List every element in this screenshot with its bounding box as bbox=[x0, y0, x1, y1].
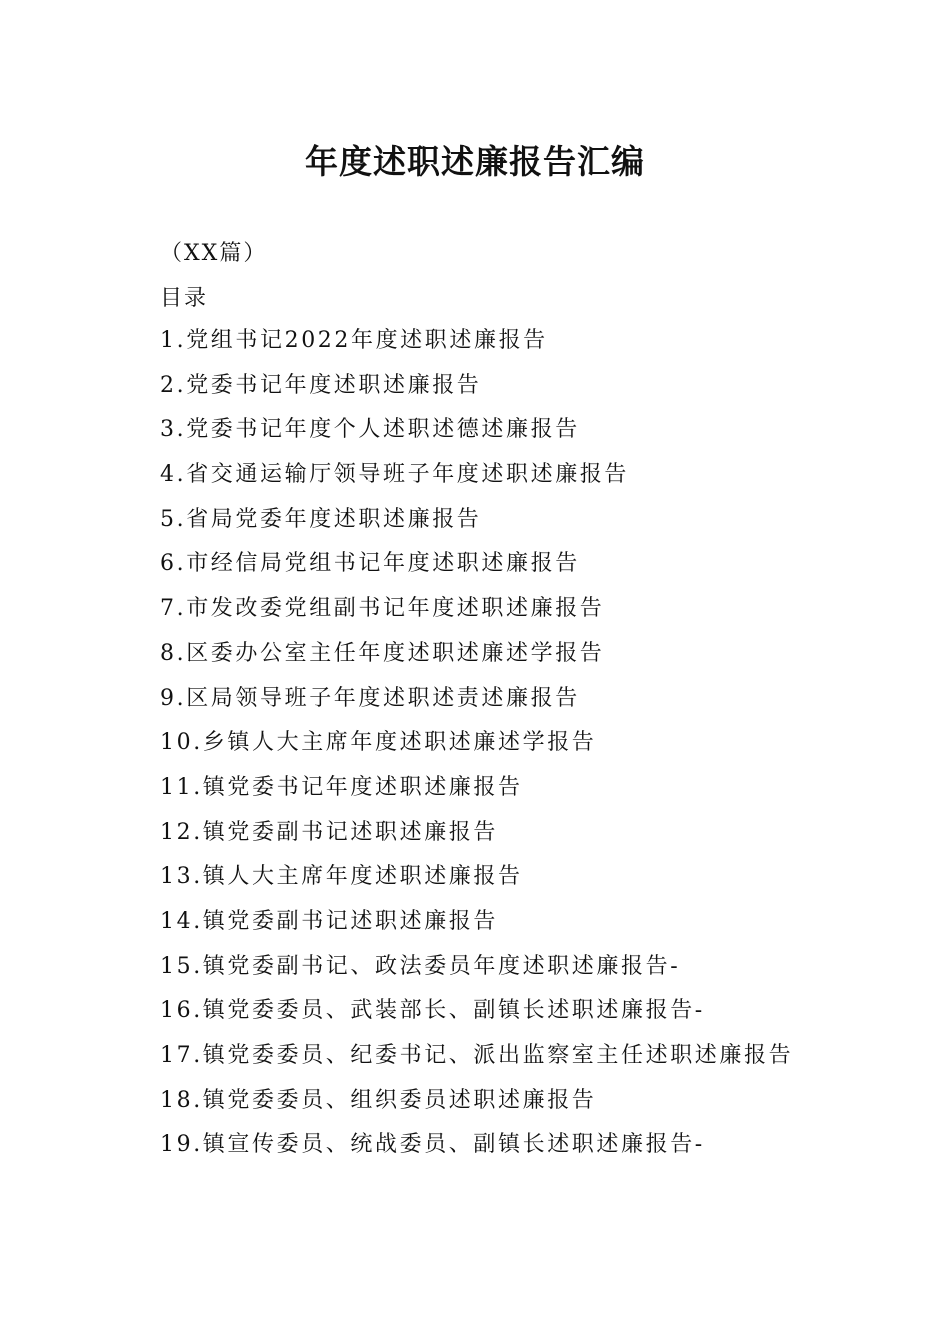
toc-item: 17.镇党委委员、纪委书记、派出监察室主任述职述廉报告 bbox=[160, 1043, 794, 1068]
document-title: 年度述职述廉报告汇编 bbox=[305, 142, 645, 181]
toc-item: 16.镇党委委员、武装部长、副镇长述职述廉报告- bbox=[160, 998, 705, 1024]
toc-item: 13.镇人大主席年度述职述廉报告 bbox=[160, 864, 523, 890]
toc-list bbox=[160, 326, 793, 1175]
toc-item: 9.区局领导班子年度述职述责述廉报告 bbox=[160, 685, 580, 711]
toc-item: 11.镇党委书记年度述职述廉报告 bbox=[160, 774, 523, 800]
toc-heading: 目录 bbox=[160, 286, 209, 311]
toc-item: 14.镇党委副书记述职述廉报告 bbox=[160, 908, 498, 934]
toc-item: 3.党委书记年度个人述职述德述廉报告 bbox=[160, 417, 580, 443]
toc-item: 10.乡镇人大主席年度述职述廉述学报告 bbox=[160, 730, 597, 756]
toc-item: 2.党委书记年度述职述廉报告 bbox=[160, 372, 482, 398]
toc-item: 4.省交通运输厅领导班子年度述职述廉报告 bbox=[160, 462, 629, 488]
toc-item: 6.市经信局党组书记年度述职述廉报告 bbox=[160, 551, 580, 577]
toc-item: 12.镇党委副书记述职述廉报告 bbox=[160, 819, 498, 845]
toc-item: 5.省局党委年度述职述廉报告 bbox=[160, 506, 482, 532]
document-subtitle: （XX篇） bbox=[160, 241, 268, 266]
toc-item: 15.镇党委副书记、政法委员年度述职述廉报告- bbox=[160, 953, 681, 979]
toc-item: 1.党组书记2022年度述职述廉报告 bbox=[160, 328, 548, 353]
toc-item: 8.区委办公室主任年度述职述廉述学报告 bbox=[160, 640, 605, 666]
toc-item: 19.镇宣传委员、统战委员、副镇长述职述廉报告- bbox=[160, 1132, 705, 1158]
toc-item: 18.镇党委委员、组织委员述职述廉报告 bbox=[160, 1087, 597, 1113]
toc-item: 7.市发改委党组副书记年度述职述廉报告 bbox=[160, 596, 605, 622]
